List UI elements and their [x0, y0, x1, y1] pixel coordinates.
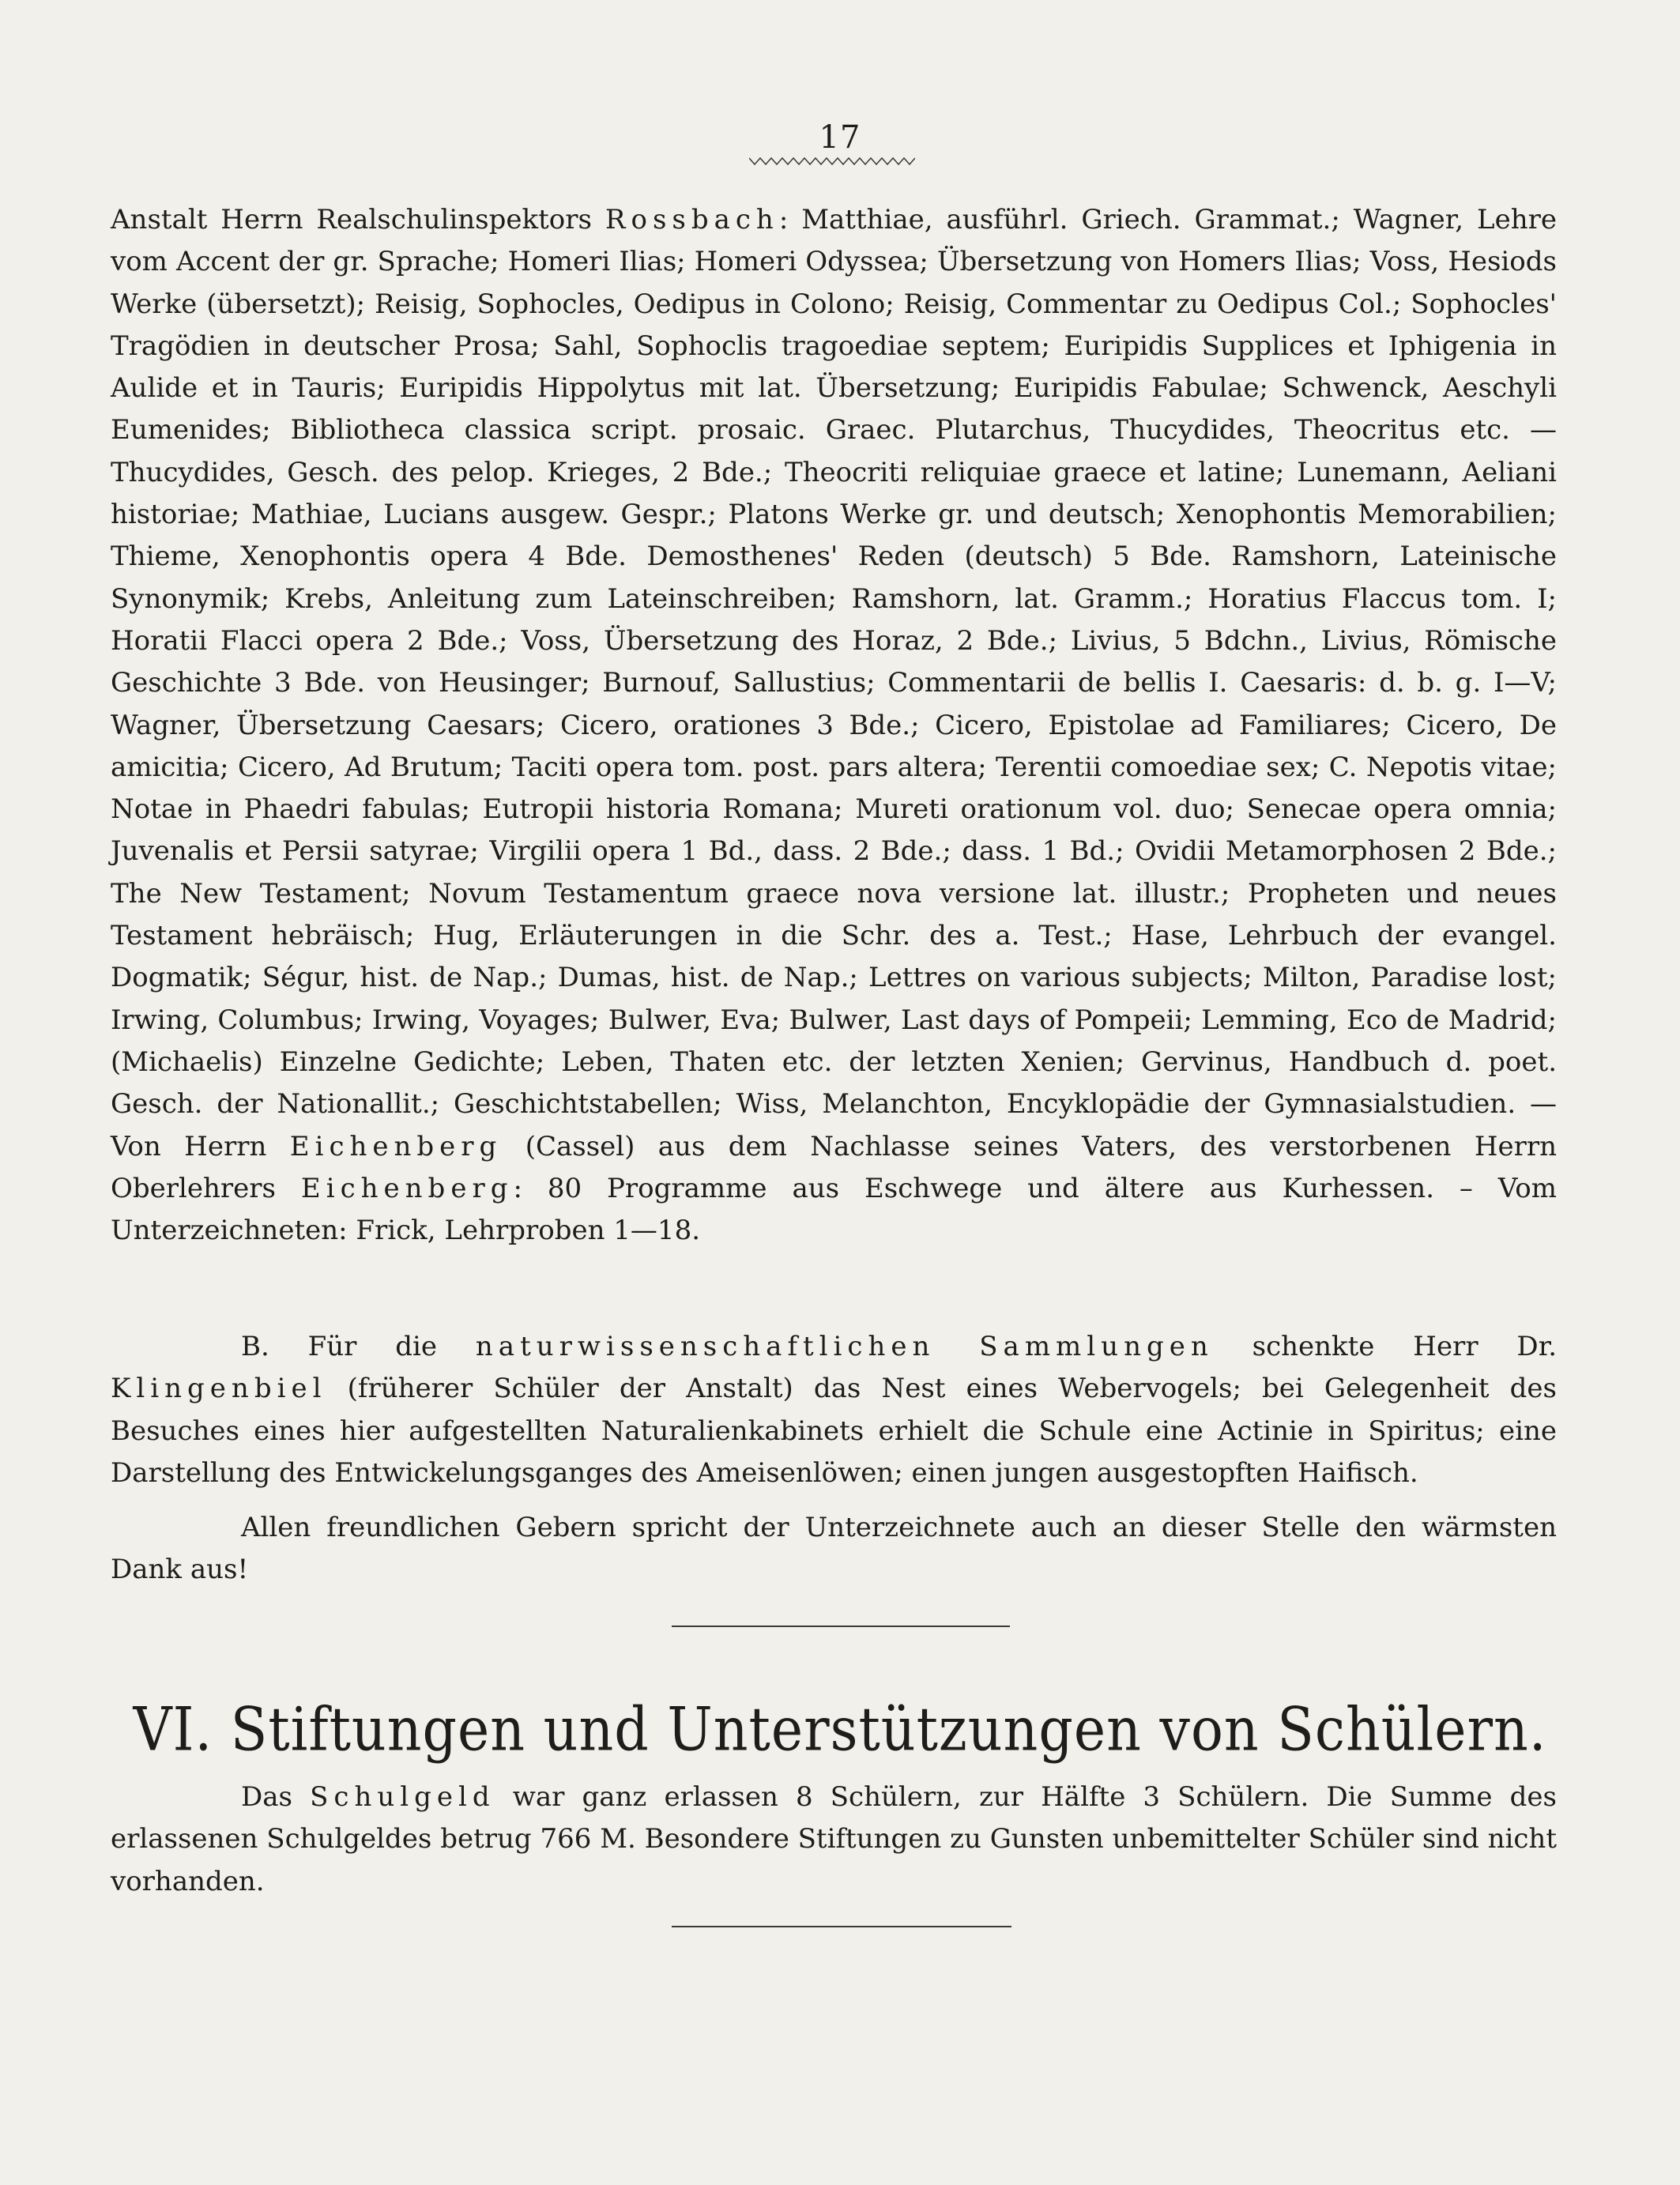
text-run: B. Für die: [241, 1331, 476, 1362]
spaced-term: Schulgeld: [310, 1781, 495, 1813]
paragraph-thanks: Allen freundlichen Gebern spricht der Unterzeichnete auch an dieser Stelle den wärmsten Dank aus!: [111, 1512, 1557, 1586]
section-divider: [672, 1626, 1010, 1627]
page-number: 17: [819, 119, 861, 156]
text-run: (Cassel) aus dem Nachlasse seines Vaters, des verstorbenen Herrn Oberlehrers: [111, 1130, 1557, 1204]
text-run: schenkte Herr Dr.: [1213, 1331, 1558, 1362]
name-eichenberg-senior: Eichenberg: [300, 1172, 514, 1204]
text-run: Das: [241, 1781, 311, 1813]
donations-library-list: [111, 199, 1557, 1252]
text-run: : 80 Programme aus Eschwege und ältere aus Kurhessen. – Vom Unterzeichneten: Frick, Lehrproben 1—18.: [111, 1172, 1557, 1247]
name-klingenbiel: Klingenbiel: [111, 1373, 327, 1405]
spaced-term: naturwissenschaftlichen Sammlungen: [475, 1331, 1214, 1362]
text-run: : Matthiae, ausführl. Griech. Grammat.; Wagner, Lehre vom Accent der gr. Sprache; Homeri Ilias; Homeri Odyssea; Übersetzung von Homers Ilias; Voss, Hesiods Werke (übersetzt); Reisig, Sophocles, Oedipus in Colono; Reisig, Commentar zu Oedipus Col.; Sophocles' Tragödien in deutscher Prosa; Sahl, Sophoclis tragoediae septem; Euripidis Supplices et Iphigenia in Aulide et in Tauris; Euripidis Hippolytus mit lat. Übersetzung; Euripidis Fabulae; Schwenck, Aeschyli Eumenides; Bibliotheca classica script. prosaic. Graec. Plutarchus, Thucydides, Theocritus etc. — Thucydides, Gesch. des pelop. Krieges, 2 Bde.; Theocriti reliquiae graece et latine; Lunemann, Aeliani historiae; Mathiae, Lucians ausgew. Gespr.; Platons Werke gr. und deutsch; Xenophontis Memorabilien; Thieme, Xenophontis opera 4 Bde. Demosthenes' Reden (deutsch) 5 Bde. Ramshorn, Lateinische Synonymik; Krebs, Anleitung zum Lateinschreiben; Ramshorn, lat. Gramm.; Horatius Flaccus tom. I; Horatii Flacci opera 2 Bde.; Voss, Übersetzung des Horaz, 2 Bde.; Livius, 5 Bdchn., Livius, Römische Geschichte 3 Bde. von Heusinger; Burnouf, Sallustius; Commentarii de bellis I. Caesaris: d. b. g. I—V; Wagner, Übersetzung Caesars; Cicero, orationes 3 Bde.; Cicero, Epistolae ad Familiares; Cicero, De amicitia; Cicero, Ad Brutum; Taciti opera tom. post. pars altera; Terentii comoediae sex; C. Nepotis vitae; Notae in Phaedri fabulas; Eutropii historia Romana; Mureti orationum vol. duo; Senecae opera omnia; Juvenalis et Persii satyrae; Virgilii opera 1 Bd., dass. 2 Bde.; dass. 1 Bd.; Ovidii Metamorphosen 2 Bde.; The New Testament; Novum Testamentum graece nova versione lat. illustr.; Propheten und neues Testament hebräisch; Hug, Erläuterungen in die Schr. des a. Test.; Hase, Lehrbuch der evangel. Dogmatik; Ségur, hist. de Nap.; Dumas, hist. de Nap.; Lettres on various subjects; Milton, Paradise lost; Irwing, Columbus; Irwing, Voyages; Bulwer, Eva; Bulwer, Last days of Pompeii; Lemming, Eco de Madrid; (Michaelis) Einzelne Gedichte; Leben, Thaten etc. der letzten Xenien; Gervinus, Handbuch d. poet. Gesch. der Nationallit.; Geschichtstabellen; Wiss, Melanchton, Encyklopädie der Gymnasialstudien. — Von Herrn: [111, 204, 1557, 1162]
text-run: Anstalt Herrn Realschulinspektors: [111, 204, 605, 235]
section-heading: VI. Stiftungen und Unterstützungen von Schülern.: [133, 1695, 1547, 1765]
name-rossbach: Rossbach: [605, 204, 779, 235]
text-run: war ganz erlassen 8 Schülern, zur Hälfte 3 Schülern. Die Summe des erlassenen Schulgeldes betrug 766 M. Besondere Stiftungen zu Gunsten unbemittelter Schüler sind nicht vorhanden.: [111, 1781, 1557, 1897]
page-number-ornament: [749, 155, 915, 168]
text-run: (früherer Schüler der Anstalt) das Nest eines Webervogels; bei Gelegenheit des Besuches eines hier aufgestellten Naturalienkabinets erhielt die Schule eine Actinie in Spiritus; eine Darstellung des Entwickelungsganges des Ameisenlöwen; einen jungen ausgestopften Haifisch.: [111, 1373, 1557, 1489]
paragraph-schulgeld: [111, 1776, 1557, 1903]
paragraph-library-books: [111, 199, 1557, 1252]
end-divider: [672, 1926, 1011, 1927]
section-vi-body: [111, 1776, 1557, 1903]
name-eichenberg: Eichenberg: [289, 1130, 503, 1162]
paragraph-b: [111, 1326, 1557, 1494]
donations-natural-science: [111, 1326, 1557, 1494]
thanks-paragraph: [111, 1507, 1557, 1592]
